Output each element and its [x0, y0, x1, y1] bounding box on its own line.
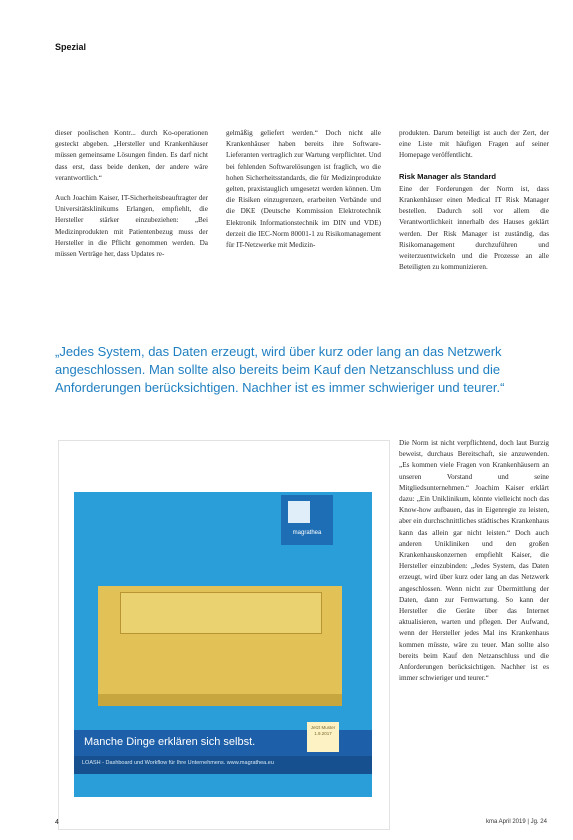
- letterbox-shadow: [98, 694, 342, 706]
- page-number: 4: [55, 819, 59, 826]
- paragraph: produkten. Darum beteiligt ist auch der Zert, der eine Liste mit häufigen Fragen auf seiner Homepage veröffentlicht.: [399, 129, 549, 160]
- brand-logo-text: magrathea: [292, 530, 322, 536]
- text-column-1: [55, 128, 208, 269]
- section-label: Spezial: [55, 42, 87, 52]
- letterbox-slot: [120, 592, 322, 634]
- text-column-4: [399, 438, 549, 693]
- footer-publication: kma April 2019 | Jg. 24: [486, 819, 547, 825]
- text-column-3: [399, 128, 549, 282]
- paragraph: Auch Joachim Kaiser, IT-Sicherheitsbeauftragter der Universitätsklinikums Erlangen, empfiehlt, die Hersteller stärker einzubeziehen: „Bei Medizinprodukten mit Patientenbezug muss der Hersteller in die Pflicht genommen werden. Da müssen Verträge her, dass Updates re-: [55, 194, 208, 259]
- subheading: Risk Manager als Standard: [399, 171, 497, 181]
- logo-mark-icon: [288, 501, 310, 523]
- text-column-2: [226, 128, 381, 260]
- paragraph: Die Norm ist nicht verpflichtend, doch laut Burzig beweist, durchaus Bereitschaft, sie anzuwenden. „Es kommen viele Fragen von Krankenhäusern an unseren Vorstand und seine Mitgliedsunternehmen.“ Joachim Kaiser erklärt dazu: „Ein Uniklinikum, könnte vielleicht noch das Know-how aufbauen, das in Eigenregie zu leisten, aber ein durchschnittliches städtisches Krankenhaus kann das allein gar nicht leisten.“ Doch auch anderen Unikliniken und den großen Krankenhauskonzernen empfiehlt Kaiser, die Hersteller einzubinden: „Jedes System, das Daten erzeugt, wird über kurz oder lang an das Netzwerk angeschlossen. Wenn nicht zur Übermittlung der Daten, dann zur Fernwartung. So kann der Hersteller die Geräte über das Internet aktualisieren, warten und pflegen. Der Aufwand, wenn der Hersteller jedes Mal ins Krankenhaus kommen müsste, wäre zu teuer. Man sollte also bereits beim Kauf den Netzanschluss und die Anforderungen berücksichtigen. Nachher ist es immer schwieriger und teurer.“: [399, 439, 549, 683]
- paragraph: Eine der Forderungen der Norm ist, dass Krankenhäuser einen Medical IT Risk Manager bestellen. Dadurch soll vor allem die Verantwortlichkeit innerhalb des Hauses geklärt werden. Der Risk Manager ist zuständig, das Risikomanagement durchzuführen und weiterzuentwickeln und die Prozesse an alle Beteiligten zu kommunizieren.: [399, 184, 549, 272]
- ad-badge: Jetzt Muster 1.9.2017: [307, 722, 339, 752]
- ad-tagline[interactable]: LOASH - Dashboard und Workflow für Ihre Unternehmens. www.magrathea.eu: [82, 760, 274, 766]
- pull-quote: „Jedes System, das Daten erzeugt, wird über kurz oder lang an das Netzwerk angeschlossen. Man sollte also bereits beim Kauf den Netzanschluss und die Anforderungen berücksichtigen. Nachher ist es immer schwieriger und teurer.“: [55, 344, 505, 395]
- advertisement[interactable]: [74, 492, 372, 797]
- ad-headline: Manche Dinge erklären sich selbst.: [84, 736, 256, 748]
- paragraph: gelmäßig geliefert werden.“ Doch nicht alle Krankenhäuser haben bereits ihre Software-Lieferanten vertraglich zur Wartung verpflichtet. Und bei fehlenden Softwarelösungen ist fraglich, wo die hohen Sicherheitsstandards, die für Medizinprodukte gelten, praxistauglich umgesetzt werden können. Um die Risiken einzugrenzen, erarbeiten Verbände und die DKE (Deutsche Kommission Elektrotechnik Elektronik Informationstechnik im DIN und VDE) derzeit die IEC-Norm 80001-1 zu Risikomanagement für IT-Netzwerke mit Medizin-: [226, 129, 381, 250]
- paragraph: dieser poolischen Kontr... durch Ko-operationen gesteckt abgeben. „Hersteller und Krankenhäuser müssen gemeinsame Lösungen finden. Es darf nicht dass erst, dass beide denken, der andere wäre verantwortlich.“: [55, 129, 208, 182]
